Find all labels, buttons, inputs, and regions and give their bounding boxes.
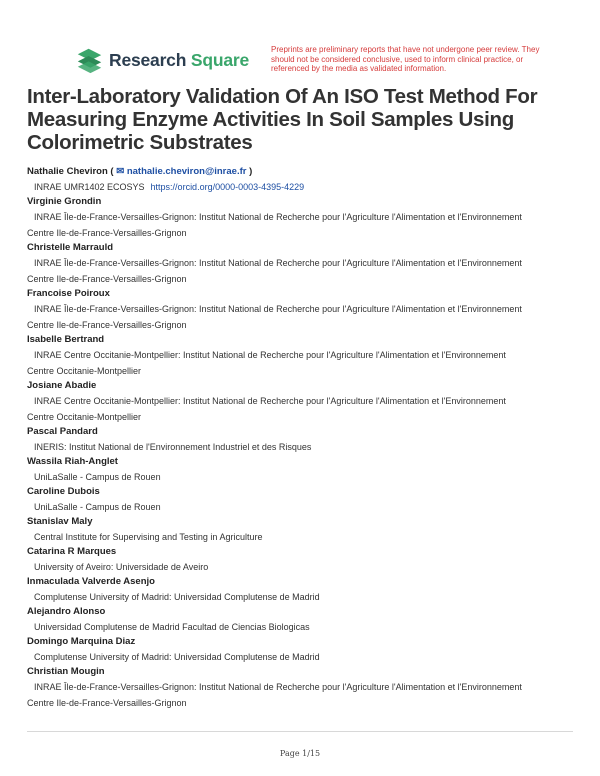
author-name-text: Inmaculada Valverde Asenjo [27, 576, 155, 587]
footer-divider [27, 731, 573, 732]
affiliation-text: University of Aveiro: Universidade de Aveiro [34, 562, 209, 572]
author-name-text: Wassila Riah-Anglet [27, 456, 118, 467]
affiliation-text: Central Institute for Supervising and Testing in Agriculture [34, 532, 263, 542]
affiliation-text: Complutense University of Madrid: Universidad Complutense de Madrid [34, 592, 320, 602]
affiliation-text: INRAE Île-de-France-Versailles-Grignon: Institut National de Recherche pour l'Agriculture l'Alimentation et l'Environnement [34, 682, 522, 692]
research-square-logo-icon [76, 47, 103, 74]
author-entry [27, 165, 577, 195]
envelope-icon: ✉ [116, 166, 127, 177]
affiliation-continuation: Centre Ile-de-France-Versailles-Grignon [27, 698, 187, 708]
author-affiliation [27, 179, 577, 195]
author-entry [27, 665, 577, 711]
author-name [27, 605, 577, 619]
author-affiliation [27, 559, 577, 575]
author-entry [27, 241, 577, 287]
author-name-text: Christian Mougin [27, 666, 105, 677]
author-entry [27, 635, 577, 665]
author-affiliation [27, 469, 577, 485]
affiliation-continuation: Centre Ile-de-France-Versailles-Grignon [27, 274, 187, 284]
affiliation-text: INRAE Île-de-France-Versailles-Grignon: Institut National de Recherche pour l'Agriculture l'Alimentation et l'Environnement [34, 212, 522, 222]
author-list [27, 165, 577, 711]
logo-text [109, 50, 249, 71]
research-square-logo[interactable] [76, 47, 249, 74]
author-name [27, 287, 577, 301]
affiliation-continuation: Centre Ile-de-France-Versailles-Grignon [27, 320, 187, 330]
author-affiliation [27, 255, 577, 271]
affiliation-text: INRAE Centre Occitanie-Montpellier: Institut National de Recherche pour l'Agriculture l'Alimentation et l'Environnement [34, 396, 506, 406]
author-entry [27, 287, 577, 333]
affiliation-text: INRAE UMR1402 ECOSYS [34, 182, 145, 192]
logo-text-research: Research [109, 50, 187, 70]
author-entry [27, 545, 577, 575]
email-paren: ( [107, 166, 117, 177]
author-name-text: Alejandro Alonso [27, 606, 106, 617]
author-entry [27, 515, 577, 545]
author-name [27, 425, 577, 439]
affiliation-text: Universidad Complutense de Madrid Facultad de Ciencias Biologicas [34, 622, 310, 632]
affiliation-text: INRAE Centre Occitanie-Montpellier: Institut National de Recherche pour l'Agriculture l'Alimentation et l'Environnement [34, 350, 506, 360]
author-entry [27, 425, 577, 455]
author-name-text: Pascal Pandard [27, 426, 98, 437]
author-affiliation [27, 589, 577, 605]
author-email-text: nathalie.cheviron@inrae.fr [126, 166, 247, 177]
page-header [0, 0, 600, 80]
author-name-text: Christelle Marrauld [27, 242, 114, 253]
author-entry [27, 485, 577, 515]
author-name [27, 515, 577, 529]
author-affiliation [27, 347, 577, 363]
author-name [27, 165, 577, 179]
affiliation-continuation: Centre Ile-de-France-Versailles-Grignon [27, 228, 187, 238]
author-name [27, 195, 577, 209]
author-name [27, 241, 577, 255]
author-name [27, 455, 577, 469]
author-name-text: Francoise Poiroux [27, 288, 110, 299]
author-entry [27, 455, 577, 485]
preprint-notice: Preprints are preliminary reports that have not undergone peer review. They should not be considered conclusive, used to inform clinical practice, or referenced by the media as validated information. [271, 45, 540, 73]
author-name-text: Stanislav Maly [27, 516, 93, 527]
affiliation-text: UniLaSalle - Campus de Rouen [34, 472, 161, 482]
author-name-text: Isabelle Bertrand [27, 334, 105, 345]
author-entry [27, 605, 577, 635]
author-name-text: Nathalie Cheviron [27, 166, 108, 177]
author-affiliation [27, 499, 577, 515]
author-affiliation [27, 393, 577, 409]
affiliation-continuation: Centre Occitanie-Montpellier [27, 412, 142, 422]
affiliation-continuation: Centre Occitanie-Montpellier [27, 366, 142, 376]
page-number: Page 1/15 [279, 749, 321, 758]
author-name-text: Virginie Grondin [27, 196, 102, 207]
author-affiliation [27, 529, 577, 545]
author-name [27, 545, 577, 559]
logo-text-square: Square [190, 50, 250, 70]
author-entry [27, 575, 577, 605]
author-name [27, 665, 577, 679]
affiliation-text: INRAE Île-de-France-Versailles-Grignon: Institut National de Recherche pour l'Agriculture l'Alimentation et l'Environnement [34, 258, 522, 268]
author-email-link[interactable] [116, 166, 246, 177]
author-name-text: Josiane Abadie [27, 380, 97, 391]
author-affiliation [27, 439, 577, 455]
author-affiliation [27, 619, 577, 635]
author-name-text: Caroline Dubois [27, 486, 100, 497]
author-entry [27, 195, 577, 241]
author-entry [27, 379, 577, 425]
author-name [27, 575, 577, 589]
affiliation-text: INERIS: Institut National de l'Environnement Industriel et des Risques [34, 442, 312, 452]
author-name-text: Domingo Marquina Diaz [27, 636, 136, 647]
email-paren: ) [246, 166, 253, 177]
author-name [27, 333, 577, 347]
author-name-text: Catarina R Marques [27, 546, 117, 557]
author-entry [27, 333, 577, 379]
affiliation-text: Complutense University of Madrid: Universidad Complutense de Madrid [34, 652, 320, 662]
author-affiliation [27, 301, 577, 317]
author-affiliation [27, 679, 577, 695]
author-name [27, 485, 577, 499]
orcid-link[interactable]: https://orcid.org/0000-0003-4395-4229 [150, 182, 305, 192]
affiliation-text: INRAE Île-de-France-Versailles-Grignon: Institut National de Recherche pour l'Agriculture l'Alimentation et l'Environnement [34, 304, 522, 314]
author-name [27, 379, 577, 393]
paper-title: Inter-Laboratory Validation Of An ISO Test Method For Measuring Enzyme Activities In Soil Samples Using Colorimetric Substrates [27, 85, 538, 154]
author-affiliation [27, 209, 577, 225]
author-name [27, 635, 577, 649]
author-affiliation [27, 649, 577, 665]
affiliation-text: UniLaSalle - Campus de Rouen [34, 502, 161, 512]
